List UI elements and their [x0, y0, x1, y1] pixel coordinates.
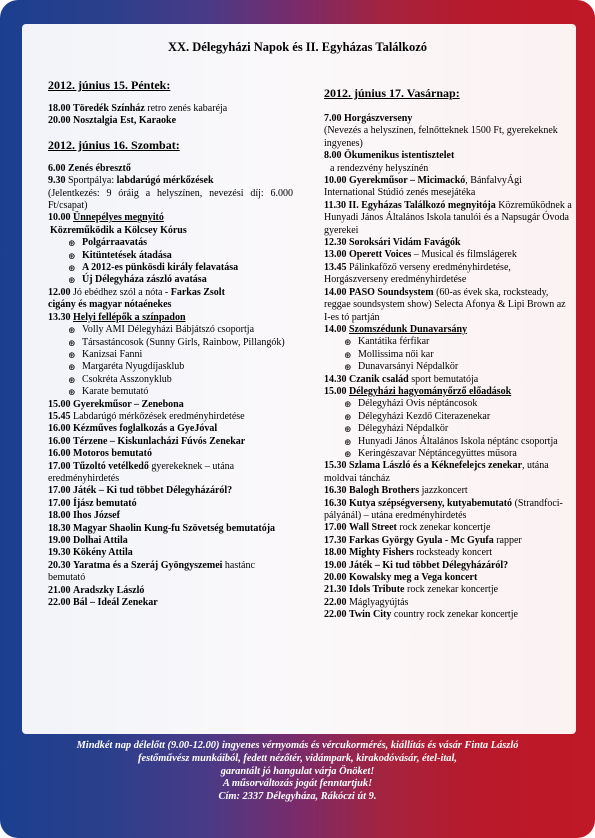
event-time: 21.30	[324, 584, 347, 596]
friday-events	[48, 103, 293, 128]
list-item-label: Volly AMI Délegyházi Bábjátszó csoportja	[82, 324, 255, 336]
event-title: Íjász bemutató	[73, 497, 137, 509]
event-line	[324, 597, 574, 609]
list-item	[68, 274, 293, 286]
event-line: 13.45 Pálinkafőző verseny eredményhirdetése, Horgászverseny eredményhirdetése	[324, 261, 511, 286]
event-title: Motoros bemutató	[73, 448, 152, 460]
bullet-icon: ⊛	[344, 436, 352, 447]
event-note: Közreműködik a Kölcsey Kórus	[50, 224, 187, 236]
event-title: Játék – Ki tud többet Délegyházáról?	[349, 559, 509, 571]
event-line	[48, 115, 293, 127]
list-item	[344, 411, 574, 423]
event-detail: gyerekeknek – utána eredményhirdetés	[48, 460, 235, 484]
list-item-label: Délegyházi Kezdő Citerazenekar	[358, 410, 491, 422]
event-line	[324, 560, 574, 572]
event-line: 9.30 Sportpálya: labdarúgó mérkőzések	[48, 175, 214, 187]
list-item-label: Csokréta Asszonyklub	[82, 373, 172, 385]
event-line: 15.00 Délegyházi hagyományőrző előadások	[324, 385, 512, 397]
list-item	[68, 349, 293, 361]
event-title: Térzene – Kiskunlacházi Fúvós Zenekar	[73, 435, 246, 447]
event-time: 21.00	[48, 584, 71, 596]
event-title: Nosztalgia Est, Karaoke	[73, 115, 177, 127]
event-line: 12.00 Jó ebédhez szól a nóta - Farkas Zsolt	[48, 286, 225, 298]
event-title: Twin City	[349, 609, 392, 621]
event-line: 10.00 Ünnepélyes megnyitó	[48, 212, 164, 224]
bullet-icon: ⊛	[68, 362, 76, 373]
event-title: Yaratma és a Szeráj Gyöngyszemei	[73, 559, 223, 571]
list-item	[344, 336, 574, 348]
event-detail: rock zenekar koncertje	[404, 584, 499, 596]
event-detail: retro zenés kabaréja	[144, 103, 228, 114]
event-line: 13.00 Operett Voices – Musical és filmslágerek	[324, 249, 517, 261]
bullet-icon: ⊛	[68, 349, 76, 360]
event-time: 16.00	[48, 448, 71, 460]
event-time: 15.30	[324, 460, 347, 472]
event-line	[324, 535, 574, 547]
event-time: 17.00	[48, 460, 71, 472]
list-item-label: Társastáncosok (Sunny Girls, Rainbow, Pillangók)	[82, 336, 285, 348]
footer-line: garantált jó hangulat várja Önöket!	[220, 765, 375, 777]
event-title: Bál – Ideál Zenekar	[73, 597, 158, 609]
sunday-dunavarsany-list	[324, 336, 574, 373]
list-item-label: Délegyházi Népdalkör	[358, 423, 449, 435]
list-item	[68, 337, 293, 349]
list-item	[68, 324, 293, 336]
event-title: Szlama László és a Kéknefelejcs zenekar	[349, 460, 523, 472]
event-time: 22.00	[324, 596, 347, 608]
event-title: Magyar Shaolin Kung-fu Szövetség bemutatója	[73, 522, 276, 534]
event-line: 13.30 Helyi fellépők a színpadon	[48, 311, 186, 323]
event-detail: Máglyagyújtás	[349, 596, 409, 608]
event-time: 19.00	[324, 559, 347, 571]
list-item	[68, 386, 293, 398]
event-line	[48, 436, 293, 448]
event-line	[324, 460, 574, 485]
event-line	[48, 547, 293, 559]
event-title: Kowalsky meg a Vega koncert	[349, 572, 478, 584]
bullet-icon: ⊛	[68, 374, 76, 385]
event-detail: rock zenekar koncertje	[396, 522, 491, 534]
list-item-label: Dunavarsányi Népdalkör	[358, 361, 459, 373]
event-note: (Jelentkezés: 9 óráig a helyszínen, nevezési díj: 6.000 Ft/csapat)	[48, 187, 293, 212]
event-time: 22.00	[324, 609, 347, 621]
event-detail: jazzkoncert	[419, 485, 468, 497]
event-line	[48, 423, 293, 435]
list-item	[68, 361, 293, 373]
event-time: 18.00	[324, 547, 347, 559]
bullet-icon: ⊛	[68, 263, 76, 274]
event-time: 19.00	[48, 535, 71, 546]
event-title: Kökény Attila	[73, 547, 133, 559]
list-item	[344, 423, 574, 435]
event-title: Wall Street	[349, 522, 397, 534]
event-time: 18.00	[48, 103, 71, 114]
event-time: 17.30	[324, 534, 347, 546]
footer-line: festőművész munkáiból, fedett nézőtér, vidámpark, kirakodóvásár, étel-ital,	[138, 752, 457, 764]
event-detail: country rock zenekar koncertje	[391, 609, 518, 621]
event-note: (Nevezés a helyszínen, felnőtteknek 1500 Ft, gyerekeknek ingyenes)	[324, 125, 558, 149]
event-title: Dolhai Attila	[73, 535, 128, 546]
bullet-icon: ⊛	[68, 387, 76, 398]
event-line	[48, 411, 293, 423]
event-line	[324, 498, 574, 523]
event-detail: Labdarúgó mérkőzések eredményhirdetése	[73, 410, 245, 422]
event-line	[48, 585, 293, 597]
bullet-icon: ⊛	[344, 399, 352, 410]
list-item-label: Új Délegyháza zászló avatása	[82, 274, 207, 286]
event-time: 20.00	[324, 572, 347, 584]
event-note: a rendezvény helyszínén	[330, 162, 429, 174]
bullet-icon: ⊛	[344, 411, 352, 422]
list-item-label: Keringészavar Néptáncegyüttes műsora	[358, 447, 517, 459]
event-line: 14.00 PASO Soundsystem (60-as évek ska, rocksteady, reggae soundsystem show) Selecta Afonya & Lipi Brown az I-es tó partján	[324, 286, 566, 323]
event-detail: (Strandfoci-pályánál) – utána eredményhirdetés	[324, 497, 563, 521]
event-time: 19.30	[48, 547, 71, 559]
event-title: Aradszky László	[73, 584, 145, 596]
event-line	[324, 609, 574, 621]
footer-line: A műsorváltozás jogát fenntartjuk!	[222, 778, 373, 790]
event-line: 11.30 II. Egyházas Találkozó megnyitója Közreműködnek a Hunyadi János Általános Iskola tanulói és a Napsugár Óvoda gyerekei	[324, 199, 572, 236]
saturday-local-performers-list	[48, 324, 293, 398]
bullet-icon: ⊛	[68, 325, 76, 336]
saturday-events	[48, 399, 293, 610]
event-line	[48, 560, 293, 585]
bullet-icon: ⊛	[344, 424, 352, 435]
list-item-label: Kitüntetések átadása	[82, 249, 172, 261]
event-time: 17.00	[324, 522, 347, 534]
event-time: 16.30	[324, 497, 347, 509]
event-line	[48, 535, 293, 547]
event-detail: rapper	[493, 534, 522, 546]
event-line	[48, 498, 293, 510]
event-time: 22.00	[48, 597, 71, 609]
right-column	[324, 86, 574, 622]
event-title: Kézműves foglalkozás a GyeJóval	[73, 423, 218, 435]
event-detail: , utána moldvai táncház	[324, 460, 549, 484]
sunday-tradition-list	[324, 398, 574, 460]
bullet-icon: ⊛	[68, 238, 76, 249]
event-line	[48, 597, 293, 609]
sunday-events	[324, 460, 574, 621]
event-time: 17.00	[48, 497, 71, 509]
event-line	[324, 547, 574, 559]
footer-note	[30, 740, 565, 804]
bullet-icon: ⊛	[68, 250, 76, 261]
event-line	[324, 522, 574, 534]
event-line: 14.00 Szomszédunk Dunavarsány	[324, 323, 468, 335]
list-item	[344, 361, 574, 373]
event-time: 16.00	[48, 423, 71, 435]
event-time: 15.00	[48, 398, 71, 410]
event-title: Tűzoltó vetélkedő	[73, 460, 149, 472]
event-title: Kutya szépségverseny, kutyabemutató	[349, 497, 513, 509]
event-time: 20.00	[48, 115, 71, 127]
list-item-label: Mollissima női kar	[358, 348, 434, 360]
event-title: Játék – Ki tud többet Délegyházáról?	[73, 485, 233, 497]
list-item-label: Karate bemutató	[82, 386, 149, 398]
event-time: 15.45	[48, 410, 71, 422]
day-heading-sunday: 2012. június 17. Vasárnap:	[324, 86, 460, 100]
bullet-icon: ⊛	[68, 275, 76, 286]
event-title: Ihos József	[73, 510, 120, 522]
list-item	[344, 349, 574, 361]
event-title: Gyerekműsor – Zenebona	[73, 398, 184, 410]
left-column	[48, 78, 293, 609]
event-line	[48, 399, 293, 411]
event-line	[48, 448, 293, 460]
event-line	[48, 510, 293, 522]
day-heading-friday: 2012. június 15. Péntek:	[48, 78, 171, 92]
event-time: 16.00	[48, 435, 71, 447]
event-time: 16.30	[324, 485, 347, 497]
event-time: 18.00	[48, 510, 71, 522]
list-item-label: Polgárraavatás	[82, 237, 147, 249]
event-note: cigány és magyar nótaénekes	[48, 299, 172, 311]
poster-title: XX. Délegyházi Napok és II. Egyházas Találkozó	[167, 40, 428, 54]
event-title: Balogh Brothers	[349, 485, 420, 497]
event-line: 6.00 Zenés ébresztő	[48, 162, 131, 174]
footer-line: Mindkét nap délelőtt (9.00-12.00) ingyenes vérnyomás és vércukormérés, kiállítás és vásár Finta László	[76, 740, 519, 751]
event-line	[324, 572, 574, 584]
event-line	[48, 485, 293, 497]
footer-line: Cím: 2337 Délegyháza, Rákóczi út 9.	[218, 791, 377, 803]
list-item	[344, 398, 574, 410]
event-line: 8.00 Ökumenikus istentisztelet	[324, 150, 455, 162]
event-line: 14.30 Czanik család sport bemutatója	[324, 373, 479, 385]
list-item-label: Kanizsai Fanni	[82, 348, 143, 360]
bullet-icon: ⊛	[344, 349, 352, 360]
event-line: 7.00 Horgászverseny	[324, 113, 413, 124]
event-time: 17.00	[48, 485, 71, 497]
event-time: 20.30	[48, 559, 71, 571]
list-item	[344, 436, 574, 448]
event-line	[48, 103, 293, 115]
list-item	[344, 448, 574, 460]
list-item	[68, 374, 293, 386]
list-item	[68, 250, 293, 262]
event-time: 18.30	[48, 522, 71, 534]
event-title: Mighty Fishers	[349, 547, 414, 559]
event-detail: rocksteady koncert	[413, 547, 493, 559]
event-line	[324, 485, 574, 497]
event-title: Farkas György Gyula - Mc Gyufa	[349, 534, 494, 546]
list-item-label: A 2012-es pünkösdi király felavatása	[82, 262, 239, 274]
list-item-label: Hunyadi János Általános Iskola néptánc csoportja	[358, 435, 558, 447]
day-heading-saturday: 2012. június 16. Szombat:	[48, 137, 180, 152]
list-item-label: Délegyházi Ovis néptáncosok	[358, 398, 478, 410]
event-line: 10.00 Gyerekműsor – Micimackó, BánfalvyÁgi International Stúdió zenés mesejátéka	[324, 175, 522, 199]
event-title: Töredék Színház	[73, 103, 145, 114]
list-item	[68, 237, 293, 249]
bullet-icon: ⊛	[68, 337, 76, 348]
saturday-opening-list	[48, 237, 293, 287]
event-line	[324, 584, 574, 596]
event-line	[48, 461, 293, 486]
event-detail: hastánc bemutató	[48, 559, 255, 584]
bullet-icon: ⊛	[344, 362, 352, 373]
bullet-icon: ⊛	[344, 337, 352, 348]
list-item-label: Kantátika férfikar	[358, 336, 430, 348]
bullet-icon: ⊛	[344, 448, 352, 459]
list-item	[68, 262, 293, 274]
event-line: 12.30 Soroksári Vidám Favágók	[324, 237, 461, 249]
event-line	[48, 523, 293, 535]
event-title: Idols Tribute	[349, 584, 405, 596]
list-item-label: Margaréta Nyugdíjasklub	[82, 361, 185, 373]
